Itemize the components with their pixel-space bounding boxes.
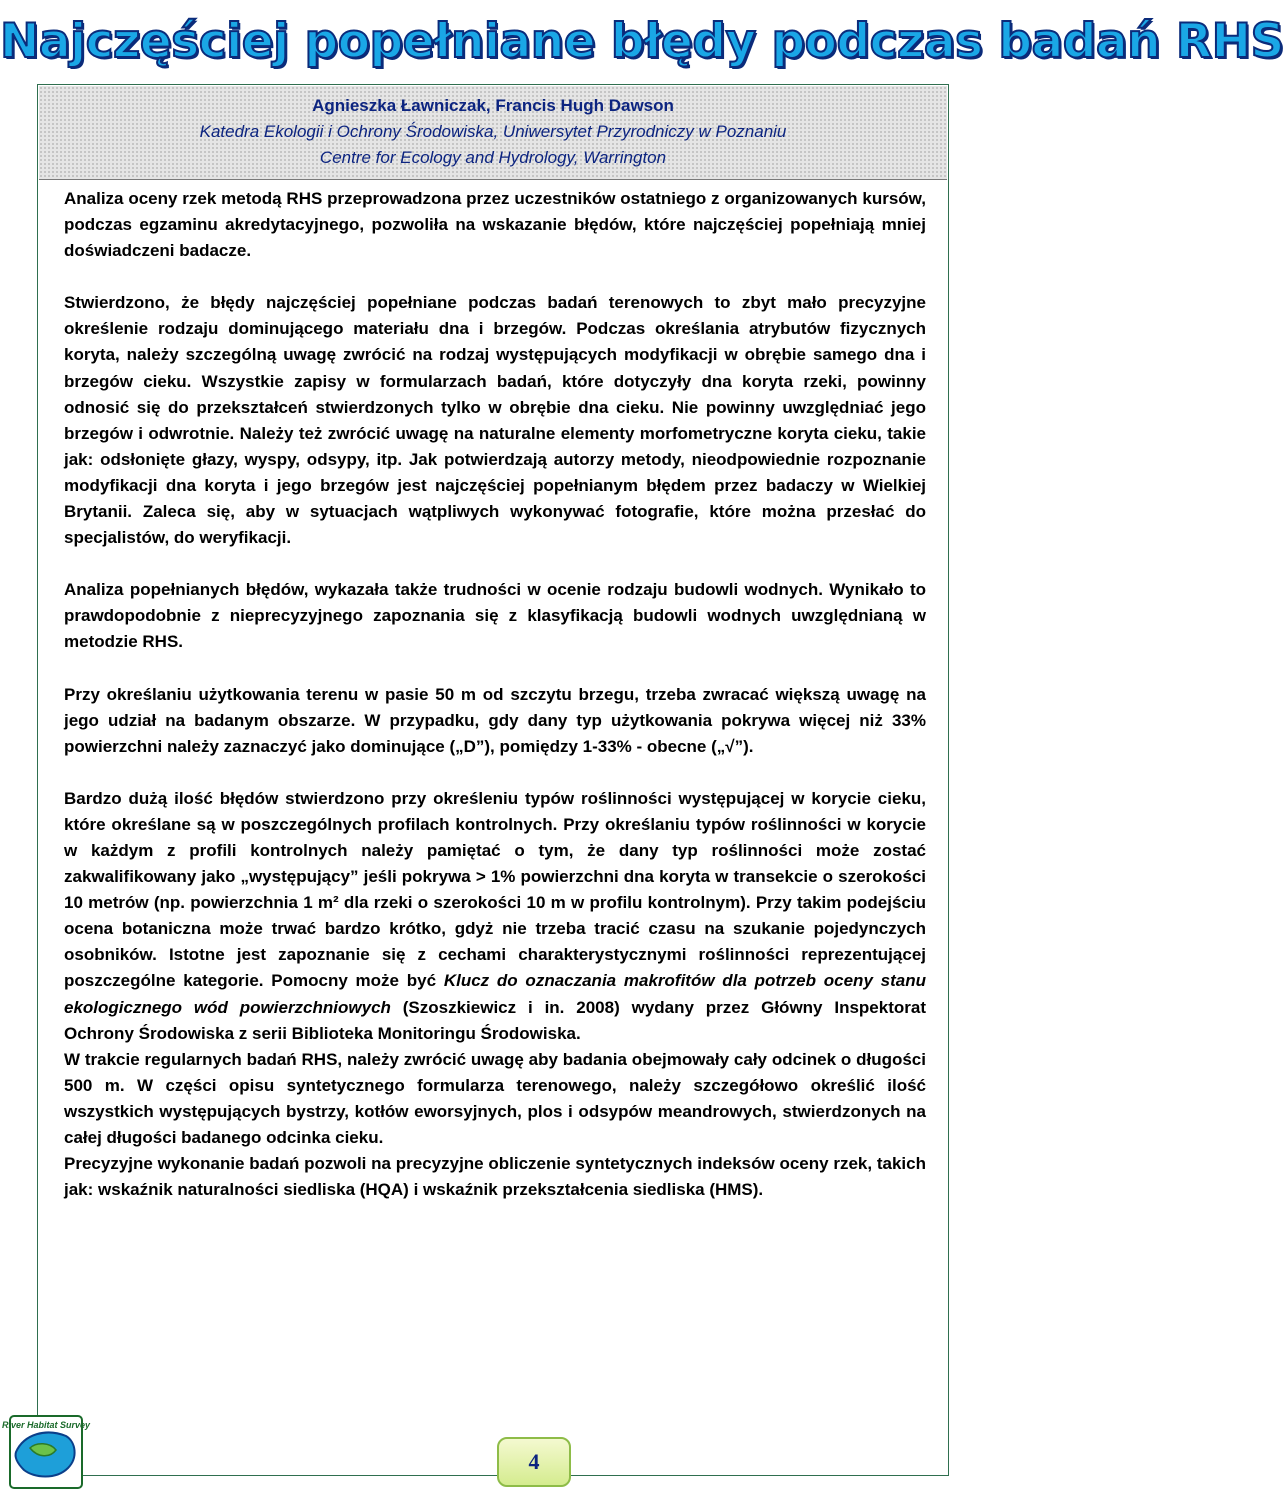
page-title: Najczęściej popełniane błędy podczas badań RHS [0, 14, 1284, 69]
logo-text: River Habitat Survey [1, 1420, 91, 1430]
paragraph-vegetation [64, 786, 926, 1047]
page-number-badge [497, 1437, 571, 1487]
paragraph-indices: Precyzyjne wykonanie badań pozwoli na precyzyjne obliczenie syntetycznych indeksów oceny rzek, takich jak: wskaźnik naturalności siedliska (HQA) i wskaźnik przekształcenia siedliska (HMS). [64, 1154, 926, 1200]
affiliation-2: Centre for Ecology and Hydrology, Warrington [319, 148, 667, 167]
macrophyte-key-title: Klucz do oznaczania makrofitów dla potrzeb oceny stanu ekologicznego wód powierzchniowych [64, 971, 926, 1017]
author-names: Agnieszka Ławniczak, Francis Hugh Dawson [312, 96, 674, 115]
page-number: 4 [528, 1449, 540, 1474]
paragraph-substrate: Stwierdzono, że błędy najczęściej popełniane podczas badań terenowych to zbyt mało precyzyjne określenie rodzaju dominującego materiału dna i brzegów. Podczas określania atrybutów fizycznych koryta, należy szczególną uwagę zwrócić na rodzaj występujących modyfikacji w obrębie samego dna i brzegów cieku. Wszystkie zapisy w formularzach badań, które dotyczyły dna koryta rzeki, powinny odnosić się do przekształceń stwierdzonych tylko w obrębie dna cieku. Nie powinny uwzględniać jego brzegów i odwrotnie. Należy też zwrócić uwagę na naturalne elementy morfometryczne koryta cieku, takie jak: odsłonięte głazy, wyspy, odsypy, itp. Jak potwierdzają autorzy metody, nieodpowiednie rozpoznanie modyfikacji dna koryta i jego brzegów jest najczęściej popełnianym błędem przez badaczy w Wielkiej Brytanii. Zaleca się, aby w sytuacjach wątpliwych wykonywać fotografie, które można przesłać do specjalistów, do weryfikacji. [64, 293, 926, 548]
authors-box [39, 86, 947, 180]
affiliation-1: Katedra Ekologii i Ochrony Środowiska, Uniwersytet Przyrodniczy w Poznaniu [199, 122, 787, 141]
paragraph-structures: Analiza popełnianych błędów, wykazała także trudności w ocenie rodzaju budowli wodnych. Wynikało to prawdopodobnie z nieprecyzyjnego zapoznania się z klasyfikacją budowli wodnych uwzględnianą w metodzie RHS. [64, 580, 926, 652]
vegetation-text-a: Bardzo dużą ilość błędów stwierdzono przy określeniu typów roślinności występującej w korycie cieku, które określane są w poszczególnych profilach kontrolnych. Przy określaniu typów roślinności w korycie w każdym z profili kontrolnych należy pamiętać o tym, że dany typ roślinności może zostać zakwalifikowany jako „występujący” jeśli pokrywa > 1% powierzchni dna koryta w transekcie o szerokości 10 metrów (np. powierzchnia 1 m² dla rzeki o szerokości 10 m w profilu kontrolnym). Przy takim podejściu ocena botaniczna może trwać bardzo krótko, gdyż nie trzeba tracić czasu na szukanie pojedynczych osobników. Istotne jest zapoznanie się z cechami charakterystycznymi roślinności reprezentującej poszczególne kategorie. Pomocny może być [64, 788, 926, 991]
article-body [64, 179, 926, 1203]
paragraph-intro: Analiza oceny rzek metodą RHS przeprowadzona przez uczestników ostatniego z organizowanych kursów, podczas egzaminu akredytacyjnego, pozwoliła na wskazanie błędów, które najczęściej popełniają mniej doświadczeni badacze. [64, 189, 926, 261]
vegetation-text-b: (Szoszkiewicz i in. 2008) wydany przez Główny Inspektorat Ochrony Środowiska z serii Biblioteka Monitoringu Środowiska. [64, 997, 926, 1043]
river-habitat-logo-icon [1, 1412, 91, 1492]
paragraph-survey-length: W trakcie regularnych badań RHS, należy zwrócić uwagę aby badania obejmowały cały odcinek o długości 500 m. W części opisu syntetycznego formularza terenowego, należy szczegółowo określić ilość wszystkich występujących bystrzy, kotłów eworsyjnych, plos i odsypów meandrowych, stwierdzonych na całej długości badanego odcinka cieku. [64, 1049, 926, 1147]
content-frame [37, 84, 949, 1476]
paragraph-land-use: Przy określaniu użytkowania terenu w pasie 50 m od szczytu brzegu, trzeba zwracać większą uwagę na jego udział na badanym obszarze. W przypadku, gdy dany typ użytkowania pokrywa więcej niż 33% powierzchni należy zaznaczyć jako dominujące („D”), pomiędzy 1-33% - obecne („√”). [64, 684, 926, 756]
